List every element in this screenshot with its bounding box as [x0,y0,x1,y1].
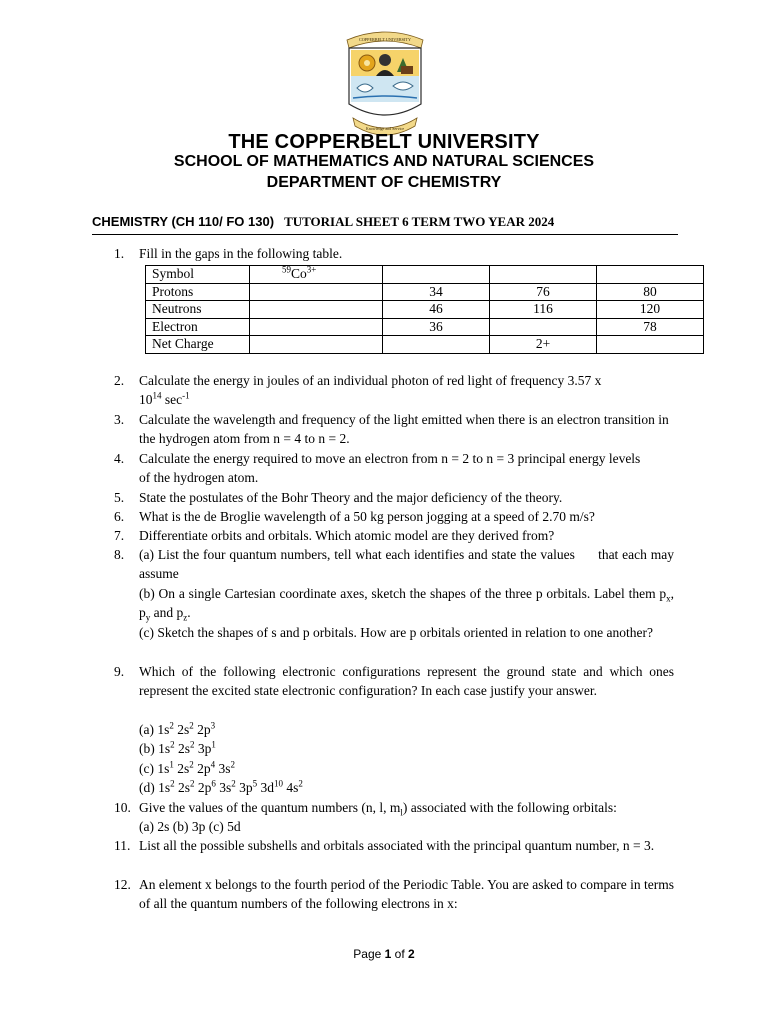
table-row [146,301,704,319]
question-text: List all the possible subshells and orbitals associated with the principal quantum number, n = 3. [139,838,655,853]
gap-table [145,265,704,354]
table-cell: 76 [490,283,597,301]
power-base: 10 [139,392,153,408]
subscript-l: l [400,807,403,818]
question-part-b: (b) On a single Cartesian coordinate axes, sketch the shapes of the three p orbitals. Label them p [139,586,667,601]
question-text: Calculate the energy in joules of an individual photon of red light of frequency 3.57 x [139,373,602,388]
config-d: (d) $1s^2$ $2s^2$ $2p^6$ $3s^2$ $3p^5$ $3d^{10}$ $4s^2$ [139,778,303,796]
table-cell [597,266,704,284]
table-cell: 2+ [490,336,597,354]
row-label: Neutrons [146,301,250,319]
question-text: Differentiate orbits and orbitals. Which atomic model are they derived from? [139,528,555,543]
question-number: 9. [114,664,125,679]
page-number: 1 [384,947,392,961]
question-number: 7. [114,528,125,543]
question-part-a: (a) List the four quantum numbers, tell what each identifies and state the values that each may assume [139,547,678,582]
table-cell [383,336,490,354]
table-cell: 78 [597,318,704,336]
table-cell [250,318,383,336]
table-cell [490,266,597,284]
table-row [146,318,704,336]
course-line [92,214,678,235]
question-text: State the postulates of the Bohr Theory and the major deficiency of the theory. [139,490,563,505]
subscript-z: z [183,613,188,624]
table-cell: 34 [383,283,490,301]
text-fragment: ) associated with the following orbitals: [402,800,617,815]
course-code: CHEMISTRY (CH 110/ FO 130) [92,214,275,229]
table-cell [597,336,704,354]
question-number: 3. [114,412,125,427]
school-title: SCHOOL OF MATHEMATICS AND NATURAL SCIENCES [173,153,595,170]
subscript-y: y [145,613,151,624]
question-number: 6. [114,509,125,524]
subscript-x: x [666,593,671,604]
table-cell [490,318,597,336]
page-word: Page [353,947,382,961]
table-row [146,266,704,284]
orbital-parts: (a) 2s (b) 3p (c) 5d [139,819,241,835]
text-fragment: , p [139,586,674,621]
question-number: 5. [114,490,125,505]
question-text: Calculate the energy required to move an electron from n = 2 to n = 3 principal energy levels of the hydrogen atom. [139,451,641,486]
question-text: Fill in the gaps in the following table. [139,246,343,261]
page-total: 2 [408,947,415,961]
table-cell: 116 [490,301,597,319]
page-footer [0,947,768,961]
row-label: Electron [146,318,250,336]
question-text: Which of the following electronic configurations represent the ground state and which ones represent the excited state electronic configuration? In each case justify your answer. [139,664,674,699]
table-cell [383,266,490,284]
text-fragment: and p [150,605,184,621]
question-text: Give the values of the quantum numbers (n, l, m [139,800,401,815]
question-part-c: (c) Sketch the shapes of s and p orbitals. How are p orbitals oriented in relation to one another? [139,625,653,640]
unit-exponent: -1 [182,390,190,401]
row-label: Symbol [146,266,250,284]
table-cell: 46 [383,301,490,319]
cobalt-charge: 3+ [306,264,317,275]
question-number: 8. [114,547,125,562]
table-cell: 120 [597,301,704,319]
question-number: 2. [114,373,125,388]
row-label: Net Charge [146,336,250,354]
config-c: (c) $1s^1$ $2s^2$ $2p^4$ $3s^2$ [139,759,236,776]
table-cell [250,336,383,354]
question-number: 4. [114,451,125,466]
question-number: 10. [114,800,131,815]
question-text: An element x belongs to the fourth period of the Periodic Table. You are asked to compare in terms of all the quantum numbers of the following electrons in x: [139,877,674,912]
power-exponent: 14 [152,390,162,401]
logo-text: COPPERBELT UNIVERSITY [358,37,412,42]
cobalt-element: Co [291,266,307,282]
question-number: 1. [114,246,125,261]
table-cell: 36 [383,318,490,336]
cobalt-mass: 59 [282,264,291,275]
question-number: 11. [114,838,131,853]
course-details: TUTORIAL SHEET 6 TERM TWO YEAR 2024 [284,214,555,229]
config-a: (a) $1s^2$ $2s^2$ $2p^3$ [139,720,216,737]
question-number: 12. [114,877,131,892]
config-b: (b) $1s^2$ $2s^2$ $3p^1$ [139,739,216,757]
unit: sec [161,392,183,408]
question-text: What is the de Broglie wavelength of a 50 kg person jogging at a speed of 2.70 m/s? [139,509,595,524]
table-row [146,283,704,301]
cobalt-symbol-cell [250,266,383,284]
table-cell [250,301,383,319]
department-title: DEPARTMENT OF CHEMISTRY [266,174,502,191]
university-logo [343,26,427,144]
table-cell: 80 [597,283,704,301]
question-text: Calculate the wavelength and frequency of the light emitted when there is an electron transition in the hydrogen atom from n = 4 to n = 2. [139,412,669,447]
table-cell [250,283,383,301]
university-title: THE COPPERBELT UNIVERSITY [228,131,540,153]
table-row [146,336,704,354]
logo-motto: Knowledge and Service [365,126,405,131]
of-word: of [394,947,405,961]
row-label: Protons [146,283,250,301]
text-fragment: . [187,605,191,621]
